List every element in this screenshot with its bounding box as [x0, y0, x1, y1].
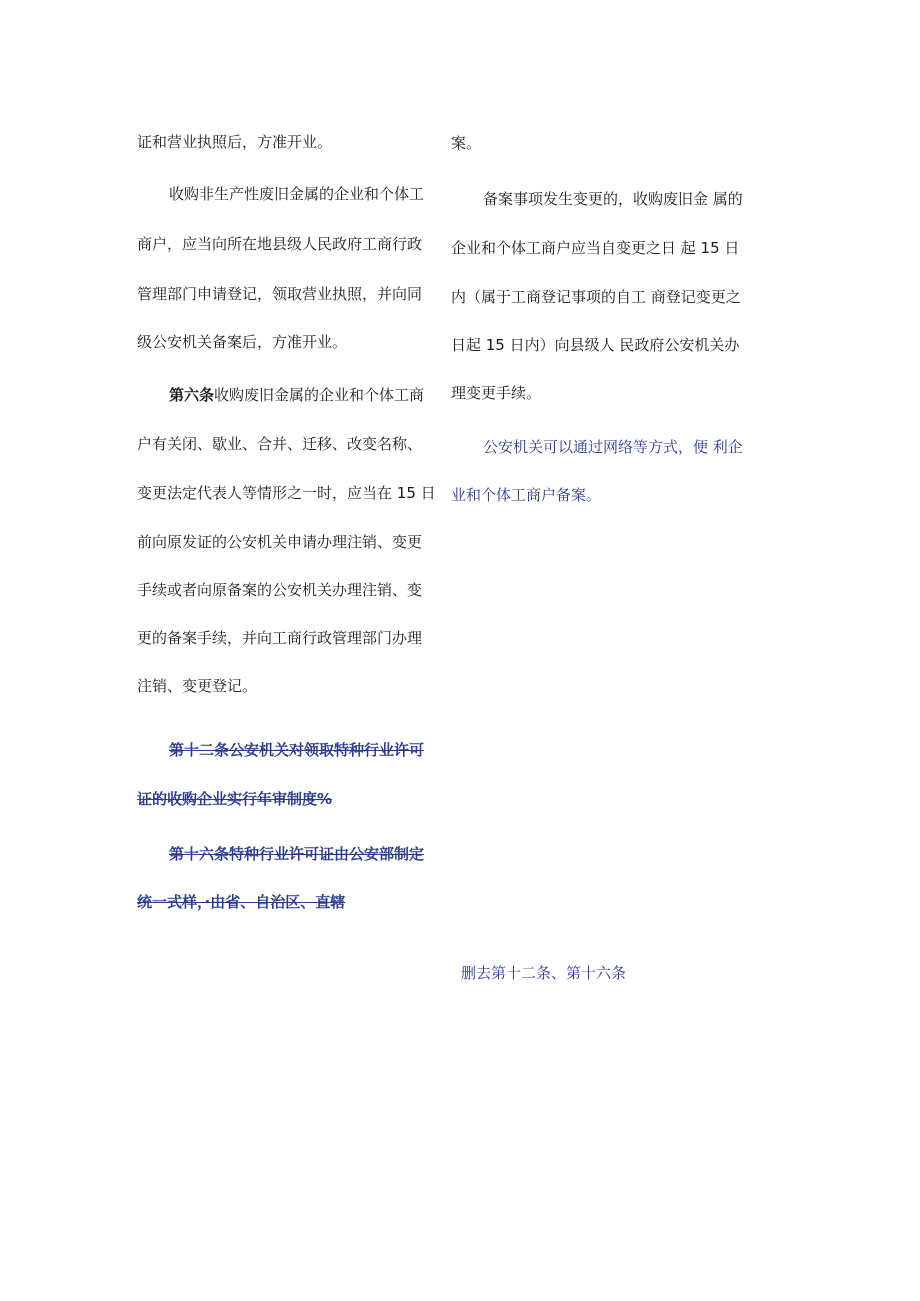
right-p2-line-5: 理变更手续。: [451, 384, 542, 402]
right-p3-line-2: 业和个体工商户备案。: [451, 486, 602, 504]
article-16-deleted-line-1: 第十六条特种行业许可证由公安部制定: [169, 845, 425, 863]
article-6-line-2: 户有关闭、歇业、合并、迁移、改变名称、: [137, 435, 423, 453]
right-p3-line-1: 公安机关可以通过网络等方式，便 利企: [483, 438, 743, 456]
article-6-line-1: [169, 386, 424, 404]
article-6-first-text: 收购废旧金属的企业和个体工商: [214, 386, 425, 404]
right-p2-line-4: 日起 15 日内）向县级人 民政府公安机关办: [451, 336, 740, 354]
left-p2-line-1: 收购非生产性废旧金属的企业和个体工: [169, 185, 425, 203]
right-p2-line-3: 内（属于工商登记事项的自工 商登记变更之: [451, 288, 741, 306]
article-6-line-3: 变更法定代表人等情形之一时，应当在 15 日: [137, 484, 436, 502]
article-12-deleted-line-2: 证的收购企业实行年审制度%: [137, 790, 333, 808]
article-12-deleted-line-1: 第十二条公安机关对领取特种行业许可: [169, 741, 425, 759]
article-6-line-6: 更的备案手续，并向工商行政管理部门办理: [137, 629, 423, 647]
article-16-deleted-line-2: 统一式样，·由省、自治区、直辖: [137, 893, 346, 911]
left-p2-line-2: 商户，应当向所在地县级人民政府工商行政: [137, 235, 423, 253]
right-p2-line-2: 企业和个体工商户应当自变更之日 起 15 日: [451, 239, 740, 257]
amendment-note: 删去第十二条、第十六条: [461, 964, 627, 982]
left-p2-line-3: 管理部门申请登记，领取营业执照，并向同: [137, 285, 423, 303]
left-p1-line-1: 证和营业执照后，方准开业。: [137, 133, 333, 151]
article-6-line-4: 前向原发证的公安机关申请办理注销、变更: [137, 533, 423, 551]
article-6-line-5: 手续或者向原备案的公安机关办理注销、变: [137, 581, 423, 599]
article-6-heading: 第六条: [169, 386, 215, 404]
right-p1-line-1: 案。: [451, 134, 482, 152]
right-p2-line-1: 备案事项发生变更的，收购废旧金 属的: [483, 190, 743, 208]
article-6-line-7: 注销、变更登记。: [137, 677, 258, 695]
left-p2-line-4: 级公安机关备案后，方准开业。: [137, 333, 348, 351]
